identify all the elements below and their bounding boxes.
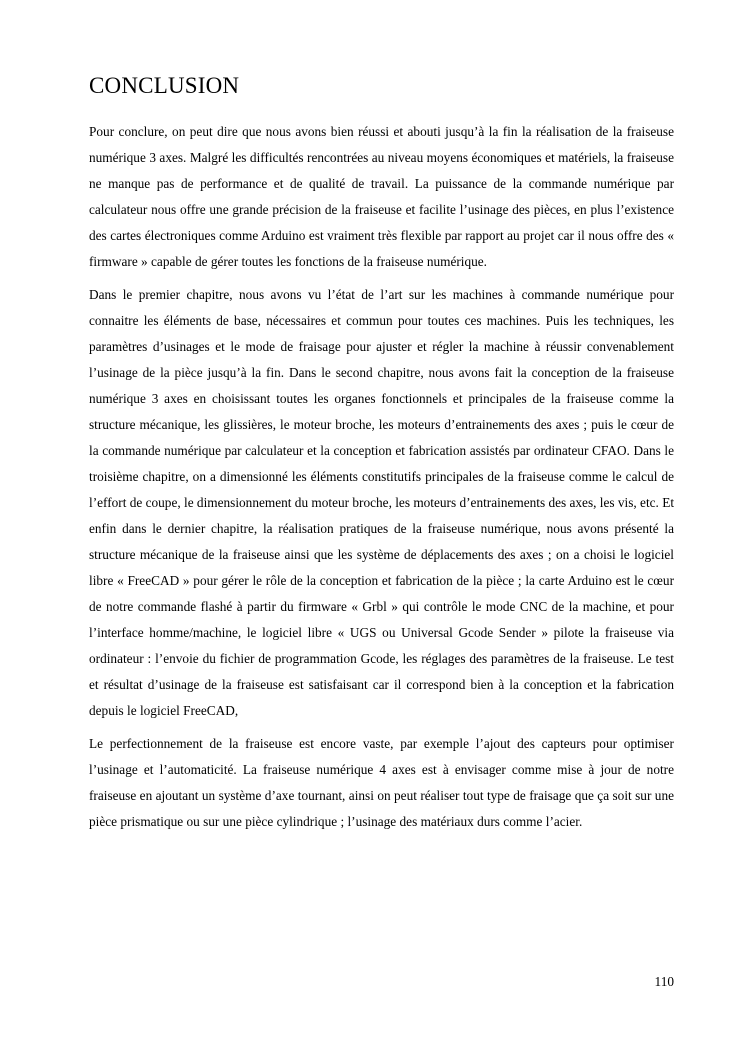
page-number: 110 [654,974,674,989]
paragraph-chapters: Dans le premier chapitre, nous avons vu l’état de l’art sur les machines à commande numérique pour connaitre les éléments de base, nécessaires et commun pour toutes ces machines. Puis les techniques, les paramètres d’usinages et le mode de fraisage pour ajuster et régler la machine à réussir convenablement l’usinage de la pièce jusqu’à la fin. Dans le second chapitre, nous avons fait la conception de la fraiseuse numérique 3 axes en choisissant toutes les organes fonctionnels et principales de la fraiseuse comme la structure mécanique, les glissières, le moteur broche, les moteurs d’entrainements des axes ; puis le cœur de la commande numérique par calculateur et la conception et fabrication assistés par ordinateur CFAO. Dans le troisième chapitre, on a dimensionné les éléments constitutifs principales de la fraiseuse comme le calcul de l’effort de coupe, le dimensionnement du moteur broche, les moteurs d’entrainements des axes, les vis, etc. Et enfin dans le dernier chapitre, la réalisation pratiques de la fraiseuse numérique, nous avons présenté la structure mécanique de la fraiseuse ainsi que les système de déplacements des axes ; on a choisi le logiciel libre « FreeCAD » pour gérer le rôle de la conception et fabrication de la pièce ; la carte Arduino est le cœur de notre commande flashé à partir du firmware « Grbl » qui contrôle le mode CNC de la machine, et pour l’interface homme/machine, le logiciel libre « UGS ou Universal Gcode Sender » pilote la fraiseuse via ordinateur : l’envoie du fichier de programmation Gcode, les réglages des paramètres de la fraiseuse. Le test et résultat d’usinage de la fraiseuse est satisfaisant car il correspond bien à la conception et la fabrication depuis le logiciel FreeCAD, [89,287,675,718]
page-title: CONCLUSION [89,73,240,98]
paragraph-perspectives: Le perfectionnement de la fraiseuse est encore vaste, par exemple l’ajout des capteurs pour optimiser l’usinage et l’automaticité. La fraiseuse numérique 4 axes est à envisager comme mise à jour de notre fraiseuse en ajoutant un système d’axe tournant, ainsi on peut réaliser tout type de fraisage que ça soit sur une pièce prismatique ou sur une pièce cylindrique ; l’usinage des matériaux durs comme l’acier. [89,736,674,829]
document-body [89,119,674,842]
paragraph-summary: Pour conclure, on peut dire que nous avons bien réussi et abouti jusqu’à la fin la réalisation de la fraiseuse numérique 3 axes. Malgré les difficultés rencontrées au niveau moyens économiques et matériels, la fraiseuse ne manque pas de performance et de qualité de travail. La puissance de la commande numérique par calculateur nous offre une grande précision de la fraiseuse et facilite l’usinage des pièces, en plus l’existence des cartes électroniques comme Arduino est vraiment très flexible par rapport au projet car il nous offre des « firmware » capable de gérer toutes les fonctions de la fraiseuse numérique. [89,124,674,269]
